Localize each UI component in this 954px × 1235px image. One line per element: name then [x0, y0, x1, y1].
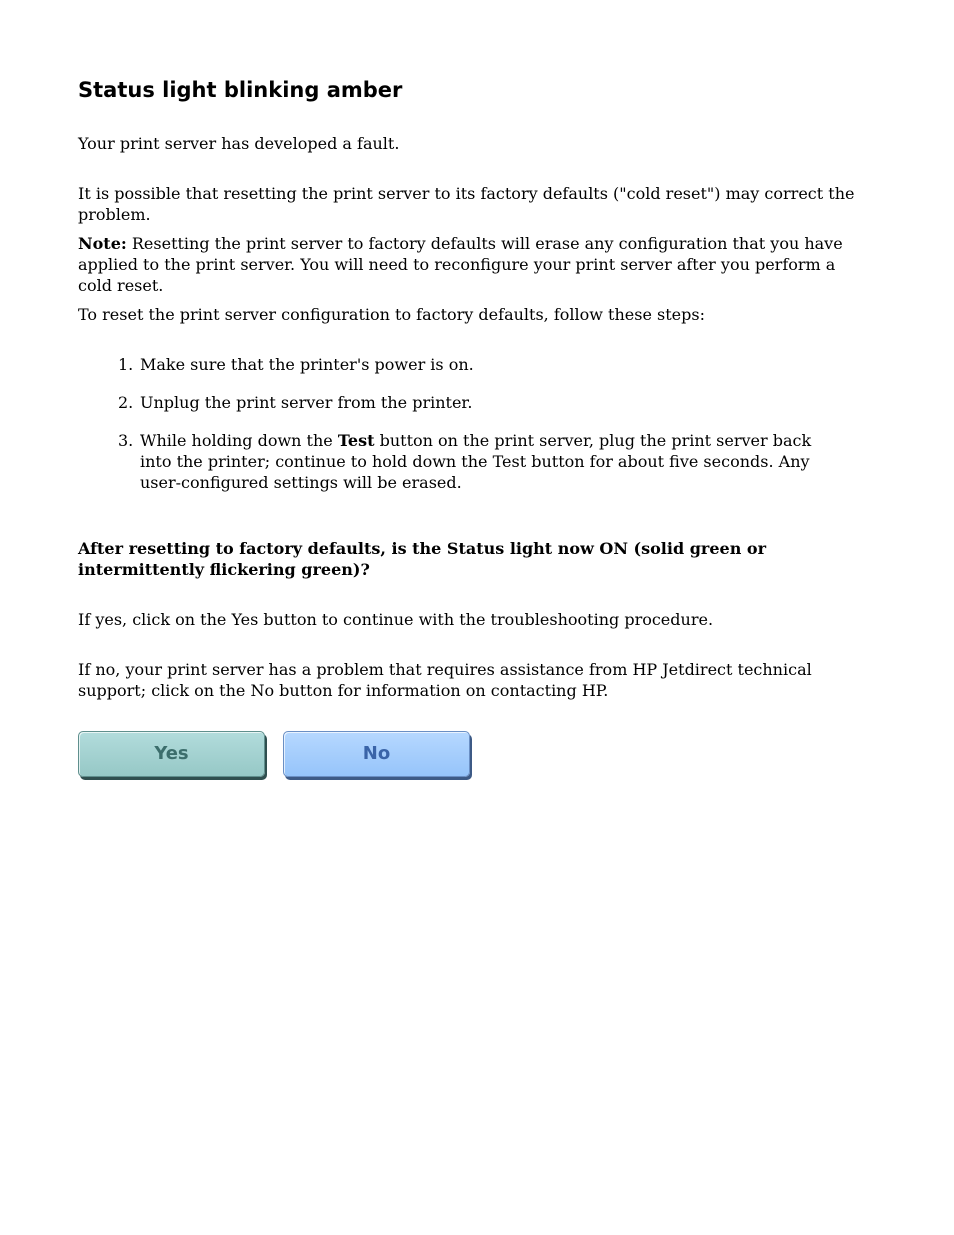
steps-intro: To reset the print server configuration to factory defaults, follow these steps: [78, 305, 705, 324]
step-text-after: button on the print server, plug the print server back into the printer; continue to hold down the Test button for about five seconds. Any user-configured settings will be erased. [140, 431, 812, 492]
yes-button[interactable]: Yes [78, 731, 265, 777]
step-text: Unplug the print server from the printer. [140, 393, 473, 412]
if-yes-paragraph: If yes, click on the Yes button to continue with the troubleshooting procedure. [78, 610, 714, 629]
if-no-paragraph: If no, your print server has a problem that requires assistance from HP Jetdirect technical support; click on the No button for information on contacting HP. [78, 660, 812, 700]
possible-fix-paragraph: It is possible that resetting the print server to its factory defaults ("cold reset") may correct the problem. [78, 184, 855, 224]
note-paragraph [78, 233, 870, 296]
no-button[interactable]: No [283, 731, 470, 777]
step-number: 1. [118, 355, 134, 374]
step-text-before: While holding down the [140, 431, 338, 450]
step-number: 2. [118, 393, 134, 412]
step-text: Make sure that the printer's power is on. [140, 355, 474, 374]
fault-paragraph: Your print server has developed a fault. [78, 134, 400, 153]
note-label: Note: [78, 234, 127, 253]
page-title: Status light blinking amber [78, 78, 403, 102]
step-number: 3. [118, 431, 134, 450]
status-question: After resetting to factory defaults, is the Status light now ON (solid green or intermittently flickering green)? [78, 539, 766, 579]
test-button-name: Test [337, 431, 375, 450]
step-text [140, 430, 840, 493]
note-text: Resetting the print server to factory defaults will erase any configuration that you have applied to the print server. You will need to reconfigure your print server after you perform a cold reset. [78, 234, 843, 295]
